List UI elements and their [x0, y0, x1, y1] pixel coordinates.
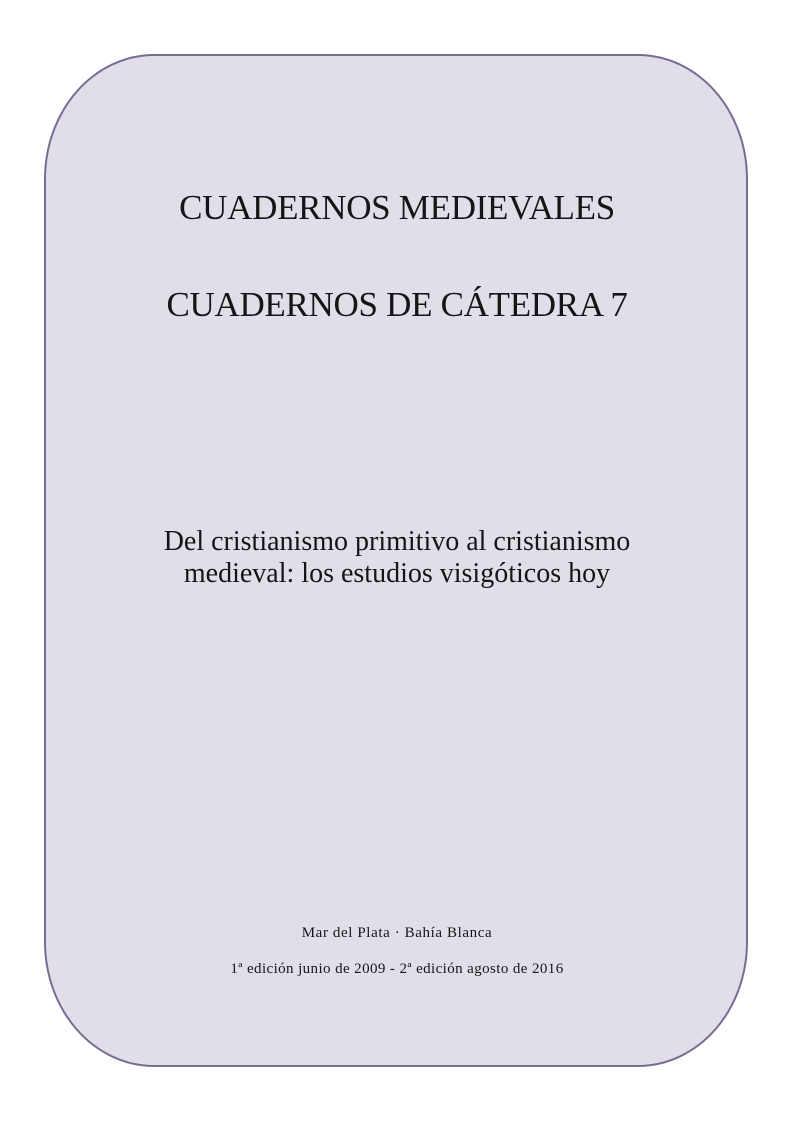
- publisher-cities: Mar del Plata · Bahía Blanca: [301, 925, 493, 941]
- book-title: [0, 526, 794, 590]
- series-number-title: CUADERNOS DE CÁTEDRA 7: [166, 285, 628, 324]
- edition-note: 1ª edición junio de 2009 - 2ª edición agosto de 2016: [230, 961, 564, 977]
- book-title-text: Del cristianismo primitivo al cristianismo medieval: los estudios visigóticos hoy: [163, 526, 631, 589]
- series-title: CUADERNOS MEDIEVALES: [179, 188, 615, 227]
